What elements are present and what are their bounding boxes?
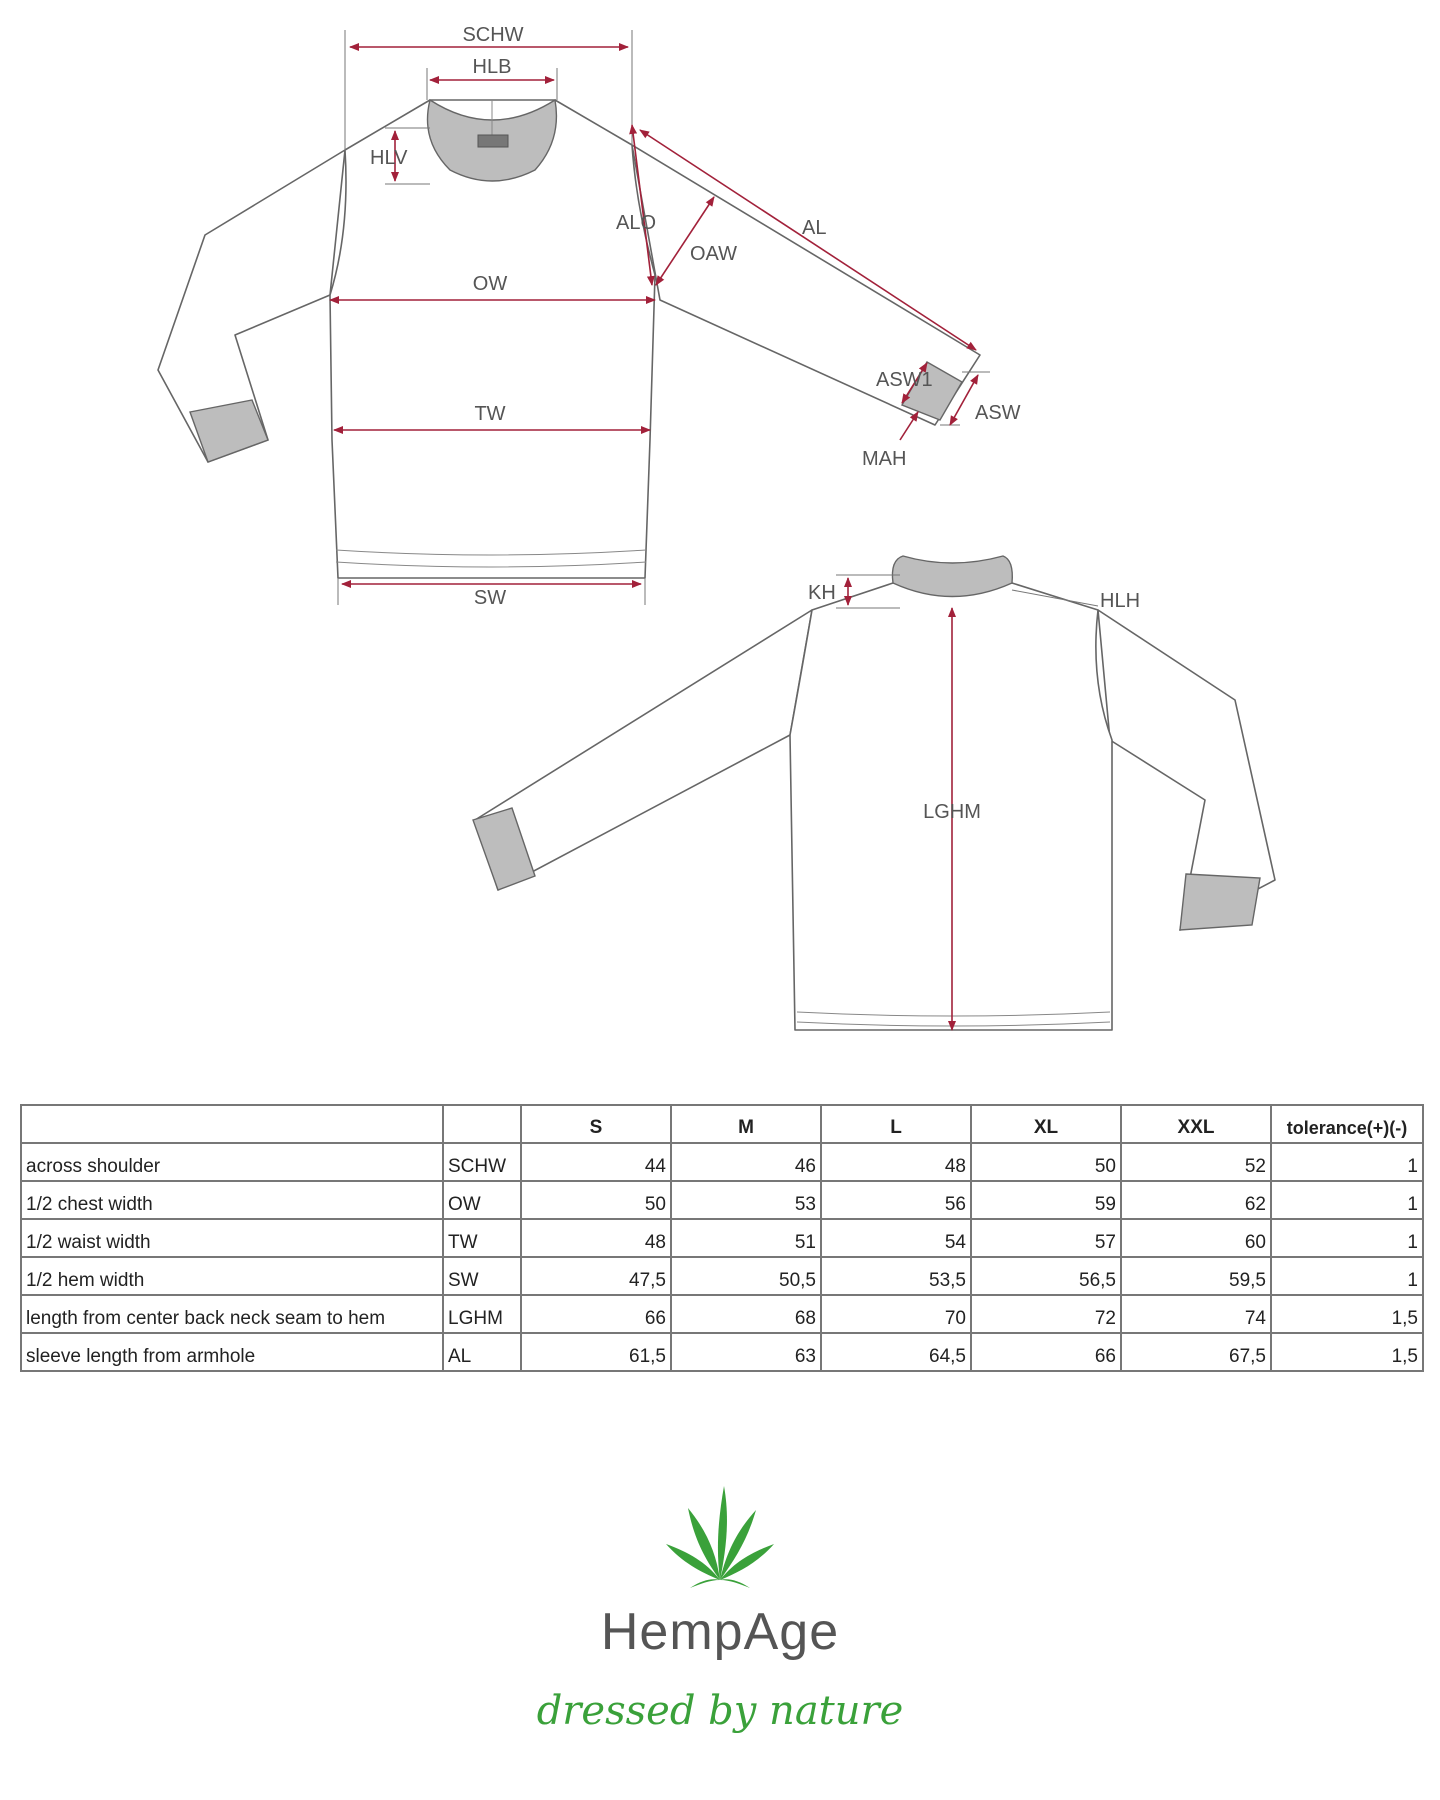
cell-m: 46	[671, 1143, 821, 1181]
hlb-label: HLB	[472, 56, 512, 78]
cell-s: 44	[521, 1143, 671, 1181]
cell-xxl: 52	[1121, 1143, 1271, 1181]
asw1-label: ASW1	[876, 369, 933, 391]
mah-label: MAH	[862, 448, 907, 470]
cell-l: 64,5	[821, 1333, 971, 1371]
header-code	[443, 1105, 521, 1143]
cell-m: 50,5	[671, 1257, 821, 1295]
lghm-label: LGHM	[923, 801, 981, 823]
hlh-label: HLH	[1100, 590, 1141, 612]
back-collar	[892, 556, 1012, 597]
header-size-s: S	[521, 1105, 671, 1143]
header-size-xl: XL	[971, 1105, 1121, 1143]
back-view	[473, 556, 1275, 1030]
cell-tolerance: 1	[1271, 1219, 1423, 1257]
row-code: SW	[443, 1257, 521, 1295]
front-view	[158, 100, 980, 578]
cell-s: 48	[521, 1219, 671, 1257]
row-code: LGHM	[443, 1295, 521, 1333]
cell-m: 53	[671, 1181, 821, 1219]
table-row	[21, 1219, 1423, 1257]
cell-l: 56	[821, 1181, 971, 1219]
cell-xxl: 62	[1121, 1181, 1271, 1219]
cell-xxl: 60	[1121, 1219, 1271, 1257]
cell-m: 63	[671, 1333, 821, 1371]
cell-xl: 50	[971, 1143, 1121, 1181]
brand-block	[0, 1470, 1440, 1770]
table-row	[21, 1257, 1423, 1295]
cell-xl: 66	[971, 1333, 1121, 1371]
header-tolerance: tolerance(+)(-)	[1271, 1105, 1423, 1143]
cell-xl: 57	[971, 1219, 1121, 1257]
row-desc: sleeve length from armhole	[21, 1333, 443, 1371]
cell-tolerance: 1	[1271, 1257, 1423, 1295]
sw-label: SW	[473, 587, 507, 609]
row-desc: 1/2 waist width	[21, 1219, 443, 1257]
cell-l: 53,5	[821, 1257, 971, 1295]
header-size-m: M	[671, 1105, 821, 1143]
cell-l: 54	[821, 1219, 971, 1257]
row-desc: 1/2 chest width	[21, 1181, 443, 1219]
cell-xxl: 74	[1121, 1295, 1271, 1333]
row-code: TW	[443, 1219, 521, 1257]
cell-m: 68	[671, 1295, 821, 1333]
cell-l: 48	[821, 1143, 971, 1181]
cell-xxl: 59,5	[1121, 1257, 1271, 1295]
cell-tolerance: 1	[1271, 1181, 1423, 1219]
table-row	[21, 1295, 1423, 1333]
back-right-cuff	[1180, 874, 1260, 930]
brand-name: HempAge	[600, 1603, 840, 1661]
cell-xl: 56,5	[971, 1257, 1121, 1295]
cell-m: 51	[671, 1219, 821, 1257]
row-code: AL	[443, 1333, 521, 1371]
front-left-cuff	[190, 400, 268, 462]
table-row	[21, 1143, 1423, 1181]
table-header-row	[21, 1105, 1423, 1143]
alo-label: ALO	[616, 212, 657, 234]
cell-s: 66	[521, 1295, 671, 1333]
cell-tolerance: 1,5	[1271, 1295, 1423, 1333]
brand-tagline: dressed by nature	[536, 1688, 904, 1734]
hlv-label: HLV	[370, 147, 408, 169]
cell-xl: 72	[971, 1295, 1121, 1333]
cell-s: 61,5	[521, 1333, 671, 1371]
table-row	[21, 1333, 1423, 1371]
header-size-xxl: XXL	[1121, 1105, 1271, 1143]
tw-label: TW	[474, 403, 506, 425]
row-code: OW	[443, 1181, 521, 1219]
table-row	[21, 1181, 1423, 1219]
asw-label: ASW	[975, 402, 1021, 424]
row-desc: 1/2 hem width	[21, 1257, 443, 1295]
oaw-label: OAW	[690, 243, 738, 265]
cell-l: 70	[821, 1295, 971, 1333]
schw-label: SCHW	[462, 24, 524, 46]
ow-label: OW	[472, 273, 508, 295]
header-desc	[21, 1105, 443, 1143]
row-desc: length from center back neck seam to hem	[21, 1295, 443, 1333]
mah-line	[900, 412, 918, 440]
size-table	[20, 1104, 1424, 1372]
cell-tolerance: 1,5	[1271, 1333, 1423, 1371]
al-label: AL	[802, 217, 827, 239]
row-desc: across shoulder	[21, 1143, 443, 1181]
cell-s: 50	[521, 1181, 671, 1219]
kh-label: KH	[808, 582, 836, 604]
cell-tolerance: 1	[1271, 1143, 1423, 1181]
cell-xl: 59	[971, 1181, 1121, 1219]
hemp-leaf-icon	[660, 1480, 780, 1590]
header-size-l: L	[821, 1105, 971, 1143]
cell-xxl: 67,5	[1121, 1333, 1271, 1371]
cell-s: 47,5	[521, 1257, 671, 1295]
row-code: SCHW	[443, 1143, 521, 1181]
